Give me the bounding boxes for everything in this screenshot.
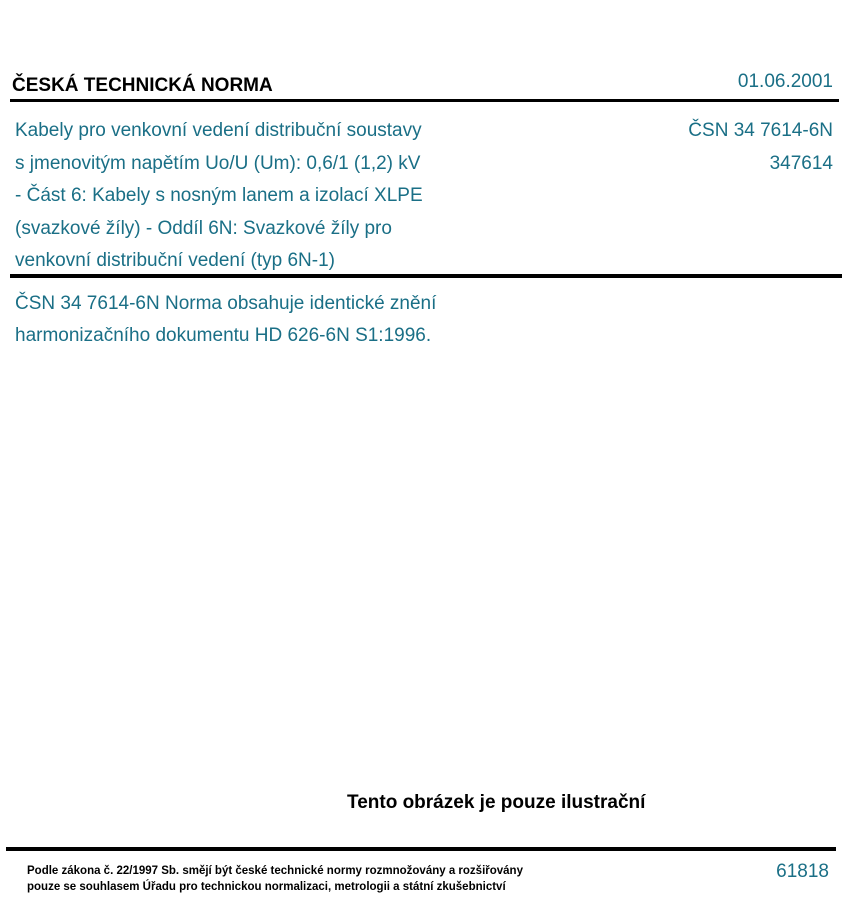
title-divider	[10, 274, 842, 278]
document-number: 61818	[776, 861, 829, 882]
header-divider	[10, 99, 839, 102]
harmonization-note	[15, 288, 515, 352]
note-line: ČSN 34 7614-6N Norma obsahuje identické znění	[15, 293, 437, 314]
standard-title-line: (svazkové žíly) - Oddíl 6N: Svazkové žíly pro	[15, 217, 392, 239]
standard-title-line: s jmenovitým napětím Uo/U (Um): 0,6/1 (1,2) kV	[15, 152, 421, 174]
standard-identifiers	[688, 115, 833, 180]
legal-notice	[27, 863, 567, 895]
standard-title-line: Kabely pro venkovní vedení distribuční soustavy	[15, 120, 422, 141]
document-type-heading: ČESKÁ TECHNICKÁ NORMA	[12, 75, 273, 96]
publication-date: 01.06.2001	[737, 71, 833, 92]
standard-title	[15, 115, 495, 278]
standard-title-line: - Část 6: Kabely s nosným lanem a izolací XLPE	[15, 185, 423, 206]
standard-title-line: venkovní distribuční vedení (typ 6N-1)	[15, 250, 335, 271]
classification-number: 347614	[769, 152, 833, 174]
legal-notice-line: pouze se souhlasem Úřadu pro technickou normalizaci, metrologii a státní zkušebnictví	[27, 881, 506, 893]
standard-code: ČSN 34 7614-6N	[688, 120, 833, 141]
footer-divider	[6, 847, 836, 851]
legal-notice-line: Podle zákona č. 22/1997 Sb. smějí být české technické normy rozmnožovány a rozšiřovány	[27, 865, 523, 877]
note-line: harmonizačního dokumentu HD 626-6N S1:1996.	[15, 325, 432, 346]
illustration-disclaimer: Tento obrázek je pouze ilustrační	[347, 792, 646, 813]
